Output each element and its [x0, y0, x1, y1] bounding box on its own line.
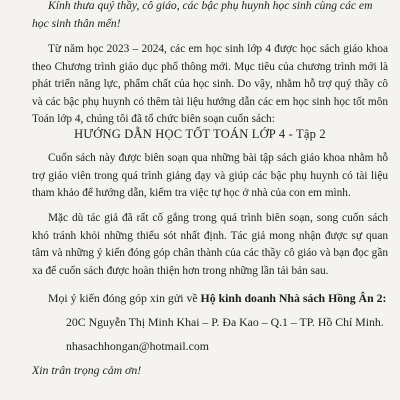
contact-intro-text: Mọi ý kiến đóng góp xin gửi về	[48, 291, 201, 305]
closing-text: Xin trân trọng cảm ơn!	[32, 363, 142, 377]
paragraph-intro	[32, 41, 388, 129]
publisher-email[interactable]: nhasachhongan@hotmail.com	[66, 339, 209, 353]
paragraph-purpose	[32, 150, 388, 203]
publisher-name: Hộ kinh doanh Nhà sách Hồng Ân 2	[200, 291, 383, 305]
paragraph-feedback	[32, 210, 388, 280]
greeting-text	[32, 0, 388, 33]
paragraph-feedback-content: Mặc dù tác giả đã rất cố gắng trong quá trình biên soạn, song cuốn sách khó tránh khỏi những thiếu sót nhất định. Tác giả mong nhận được sự quan tâm và những ý kiến đóng góp chân thành của các thầy cô giáo và bạn đọc gần xa để cuốn sách được hoàn thiện hơn trong những lần tái bản sau.	[32, 212, 388, 277]
greeting-content: Kính thưa quý thầy, cô giáo, các bậc phụ huynh học sinh cùng các em học sinh thân mến!	[32, 0, 373, 30]
contact-line	[48, 291, 386, 306]
paragraph-intro-content: Từ năm học 2023 – 2024, các em học sinh lớp 4 được học sách giáo khoa theo Chương trình giáo dục phổ thông mới. Mục tiêu của chương trình mới là phát triển năng lực, phẩm chất của học sinh. Do vậy, nhằm hỗ trợ quý thầy cô và các bậc phụ huynh có thêm tài liệu hướng dẫn các em học sinh học tốt môn Toán lớp 4, chúng tôi đã tổ chức biên soạn cuốn sách:	[32, 43, 388, 126]
publisher-address: 20C Nguyễn Thị Minh Khai – P. Đa Kao – Q.1 – TP. Hồ Chí Minh.	[66, 315, 384, 329]
contact-colon: :	[382, 291, 387, 305]
book-title: HƯỚNG DẪN HỌC TỐT TOÁN LỚP 4 - Tập 2	[74, 127, 326, 141]
paragraph-purpose-content: Cuốn sách này được biên soạn qua những bài tập sách giáo khoa nhằm hỗ trợ giáo viên trong quá trình giảng dạy và giúp các bậc phụ huynh có tài liệu tham khảo để hướng dẫn, kiểm tra việc tự học ở nhà của con em mình.	[32, 152, 388, 200]
